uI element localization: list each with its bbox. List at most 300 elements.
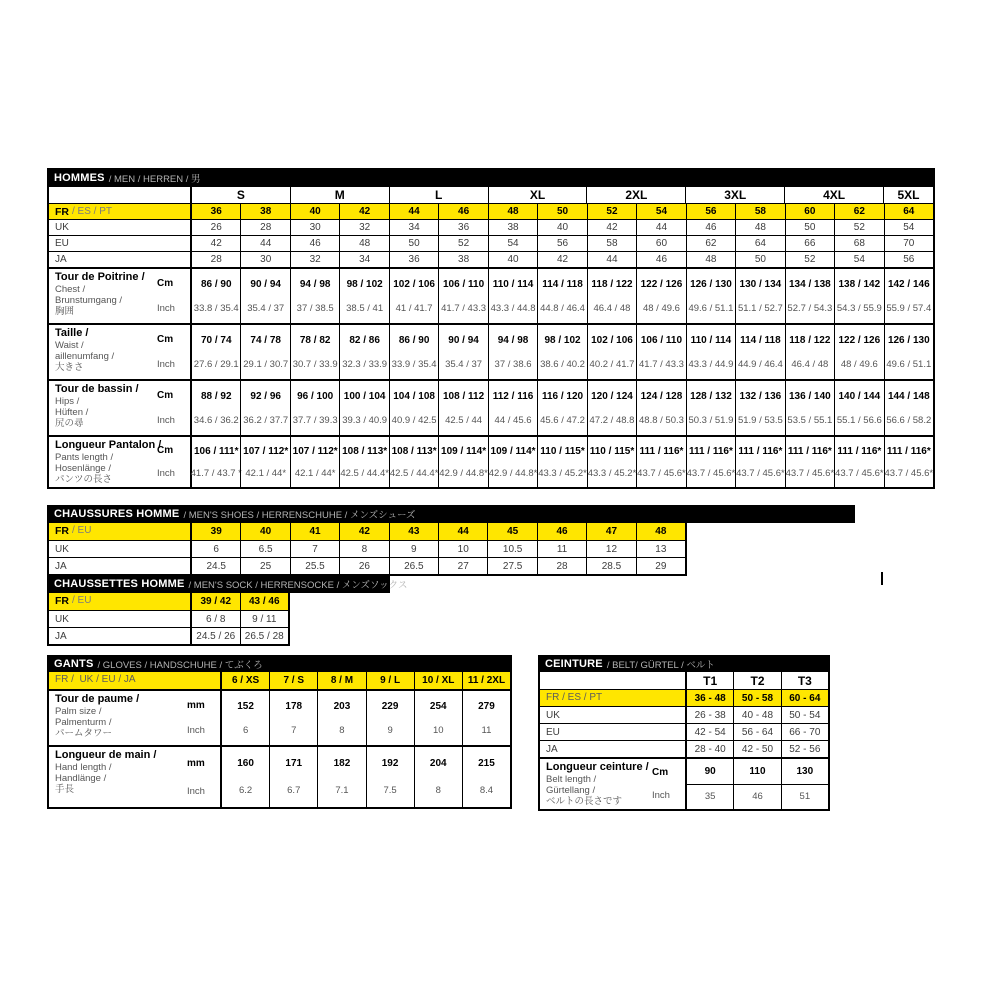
- belt-fr-es-pt-label: FR / ES / PT: [546, 692, 603, 703]
- table-cell: 114 / 118 44.8 / 46.4: [537, 269, 586, 323]
- table-cell: 26 - 38: [694, 709, 726, 721]
- table-cell: 11: [537, 541, 586, 557]
- hand-label-cell: [49, 747, 220, 807]
- table-cell: 27.5: [487, 558, 536, 574]
- table-cell: 111 / 116* 43.7 / 45.6*: [636, 437, 685, 487]
- table-cell: 134 / 138 52.7 / 54.3: [785, 269, 834, 323]
- table-cell: 124 / 128 48.8 / 50.3: [636, 381, 685, 435]
- palm-label-ja: パームタワー: [55, 728, 113, 740]
- table-cell: 110 / 115* 43.3 / 45.2*: [537, 437, 586, 487]
- table-cell: 41: [290, 523, 339, 540]
- socks-fr-label: FR: [55, 595, 69, 607]
- hand-units: [187, 749, 217, 805]
- chest-label-text: [55, 271, 157, 321]
- socks-fr-cells: [190, 593, 288, 610]
- waist-measure-row: [49, 323, 933, 379]
- belt-ja-label: JA: [546, 743, 558, 755]
- table-cell: 118 / 122 46.4 / 48: [785, 325, 834, 379]
- pants-units: [157, 439, 187, 485]
- table-cell: 96 / 100 37.7 / 39.3: [290, 381, 339, 435]
- table-cell: 110 / 114 43.3 / 44.8: [488, 269, 537, 323]
- waist-units: [157, 327, 187, 377]
- hips-units: [157, 383, 187, 433]
- waist-label-text: [55, 327, 157, 377]
- uk-label: UK: [55, 222, 69, 233]
- table-cell: 38: [438, 252, 487, 267]
- table-cell: 111 / 116* 43.7 / 45.6*: [686, 437, 735, 487]
- table-cell: 54: [488, 236, 537, 251]
- table-cell: 192 7.5: [366, 747, 414, 807]
- hips-unit-inch: Inch: [157, 415, 175, 426]
- table-cell: 28 - 40: [694, 743, 726, 755]
- table-cell: 29: [636, 558, 685, 574]
- gloves-size-row: [49, 672, 510, 689]
- hand-label-ja: 手長: [55, 784, 75, 796]
- table-cell: 279 11: [462, 691, 510, 745]
- hand-label-en: Hand length /: [55, 761, 112, 773]
- table-cell: 52: [785, 252, 834, 267]
- pants-label-en: Pants length /: [55, 451, 114, 463]
- table-cell: 56: [686, 204, 735, 219]
- palm-label-en: Palm size /: [55, 705, 102, 717]
- table-cell: 7: [290, 541, 339, 557]
- belt-table-header: [538, 655, 830, 672]
- shoes-ja-label: JA: [55, 560, 67, 572]
- shoes-uk-cells: [190, 541, 685, 557]
- pants-length-measure-row: [49, 435, 933, 487]
- table-cell: 108 / 113* 42.5 / 44.4*: [339, 437, 388, 487]
- uk-size-cells: [190, 220, 933, 235]
- belt-length-label-ja: ベルトの長さです: [546, 796, 623, 808]
- table-cell: 144 / 148 56.6 / 58.2: [884, 381, 933, 435]
- table-cell: L: [389, 187, 488, 203]
- table-cell: 13: [636, 541, 685, 557]
- table-cell: 110 / 115* 43.3 / 45.2*: [587, 437, 636, 487]
- table-cell: 70: [884, 236, 933, 251]
- table-cell: T3: [781, 672, 828, 689]
- table-cell: 152 6: [237, 700, 254, 736]
- table-cell: 108 / 113* 42.5 / 44.4*: [389, 437, 438, 487]
- belt-length-units: [652, 761, 682, 807]
- table-cell: 9 / L: [366, 672, 414, 689]
- socks-fr-eu-row: [49, 593, 288, 610]
- table-cell: 10: [438, 541, 487, 557]
- table-cell: 25: [240, 558, 289, 574]
- belt-length-values: [685, 759, 828, 809]
- table-cell: 112 / 116 44 / 45.6: [488, 381, 537, 435]
- table-cell: 74 / 78 29.1 / 30.7: [240, 325, 289, 379]
- ja-size-cells: [190, 252, 933, 267]
- pants-label-cell: [49, 437, 190, 487]
- table-cell: 42 - 50: [733, 741, 780, 757]
- table-cell: 64: [735, 236, 784, 251]
- socks-table-grid: [47, 593, 290, 646]
- uk-size-row: [49, 219, 933, 235]
- table-cell: 62: [686, 236, 735, 251]
- table-cell: 136 / 140 53.5 / 55.1: [785, 381, 834, 435]
- table-cell: 30: [240, 252, 289, 267]
- belt-length-label-text: [546, 761, 652, 807]
- socks-ja-row: [49, 627, 288, 644]
- gloves-table-title-translations: / GLOVES / HANDSCHUHE / てぶくろ: [97, 659, 263, 671]
- table-cell: 47: [586, 523, 635, 540]
- palm-unit-mm: mm: [187, 700, 205, 711]
- belt-length-row: [540, 757, 828, 809]
- table-cell: 122 / 126 48 / 49.6: [834, 325, 883, 379]
- belt-eu-cells: [685, 724, 828, 740]
- socks-fr-eu-label-cell: [49, 593, 190, 610]
- eu-size-row: [49, 235, 933, 251]
- mens-table-title: HOMMES: [54, 171, 105, 184]
- table-cell: 203 8: [317, 691, 365, 745]
- table-cell: 40 - 48: [733, 707, 780, 723]
- table-cell: 2XL: [586, 187, 685, 203]
- hand-label-de: Handlänge /: [55, 773, 107, 785]
- table-cell: 46: [733, 785, 780, 810]
- socks-ja-cells: [190, 628, 288, 644]
- fr-label: FR: [55, 206, 69, 218]
- belt-table-title: CEINTURE: [545, 657, 603, 670]
- table-cell: 64: [884, 204, 933, 219]
- table-cell: 128 / 132 50.3 / 51.9: [686, 381, 735, 435]
- table-cell: 110: [733, 759, 780, 784]
- table-cell: 107 / 112* 42.1 / 44*: [290, 437, 339, 487]
- table-cell: 66 - 70: [781, 724, 828, 740]
- table-cell: 56: [537, 236, 586, 251]
- table-cell: 40: [488, 252, 537, 267]
- shoes-fr-eu-row: [49, 523, 685, 540]
- table-cell: 26.5 / 28: [240, 628, 289, 644]
- belt-t-size-row: [540, 672, 828, 689]
- size-group-row: [49, 187, 933, 203]
- table-cell: T2: [733, 672, 780, 689]
- pants-label-fr: Longueur Pantalon /: [55, 439, 162, 451]
- table-cell: 98 / 102 38.5 / 41: [339, 269, 388, 323]
- belt-length-inch-cells: [687, 784, 828, 810]
- shoes-fr-cells: [190, 523, 685, 540]
- shoes-ja-row: [49, 557, 685, 574]
- table-cell: 38: [240, 204, 289, 219]
- table-cell: 40: [537, 220, 586, 235]
- table-cell: 12: [586, 541, 635, 557]
- table-cell: 34: [339, 252, 388, 267]
- table-cell: 102 / 106 41 / 41.7: [389, 269, 438, 323]
- table-cell: 44: [636, 220, 685, 235]
- table-cell: 7 / S: [269, 672, 317, 689]
- table-cell: 10 / XL: [414, 672, 462, 689]
- table-cell: 40: [290, 204, 339, 219]
- chest-label-ja: 胸囲: [55, 306, 75, 318]
- table-cell: 126 / 130 49.6 / 51.1: [884, 325, 933, 379]
- table-cell: 50: [785, 220, 834, 235]
- table-cell: 43: [389, 523, 438, 540]
- table-cell: 102 / 106 40.2 / 41.7: [587, 325, 636, 379]
- chest-measure-row: [49, 267, 933, 323]
- table-cell: 8: [339, 541, 388, 557]
- table-cell: 4XL: [784, 187, 883, 203]
- table-cell: 142 / 146 55.9 / 57.4: [884, 269, 933, 323]
- table-cell: 35: [704, 791, 716, 803]
- chest-label-cell: [49, 269, 190, 323]
- table-cell: 26: [210, 222, 222, 233]
- stray-tick-mark: [881, 572, 883, 585]
- eu-label: EU: [55, 238, 69, 249]
- table-cell: 90: [704, 765, 716, 777]
- table-cell: 26.5: [389, 558, 438, 574]
- table-cell: 46: [438, 204, 487, 219]
- table-cell: 36 - 48: [694, 692, 726, 704]
- table-cell: 46: [537, 523, 586, 540]
- table-cell: 58: [735, 204, 784, 219]
- shoes-table-title-translations: / MEN'S SHOES / HERRENSCHUHE / メンズシューズ: [183, 510, 416, 521]
- table-cell: 48: [636, 523, 685, 540]
- table-cell: XL: [488, 187, 587, 203]
- chest-units: [157, 271, 187, 321]
- palm-units: [187, 693, 217, 743]
- table-cell: 42: [339, 523, 388, 540]
- mens-table-grid: [47, 187, 935, 489]
- table-cell: 111 / 116* 43.7 / 45.6*: [834, 437, 883, 487]
- table-cell: 92 / 96 36.2 / 37.7: [240, 381, 289, 435]
- gloves-table-grid: [47, 672, 512, 809]
- shoes-fr-eu-label-cell: [49, 523, 190, 540]
- palm-label-de: Palmenturm /: [55, 717, 112, 729]
- table-cell: 48: [339, 236, 388, 251]
- belt-ja-row: [540, 740, 828, 757]
- palm-unit-inch: Inch: [187, 725, 205, 736]
- fr-es-pt-label-cell: [49, 204, 190, 219]
- ja-size-row: [49, 251, 933, 267]
- table-cell: 50 - 58: [733, 690, 780, 706]
- table-cell: 66: [785, 236, 834, 251]
- table-cell: 254 10: [414, 691, 462, 745]
- shoes-table-grid: [47, 523, 687, 576]
- table-cell: 6.5: [240, 541, 289, 557]
- table-cell: 86 / 90 33.8 / 35.4: [193, 278, 239, 314]
- chest-unit-cm: Cm: [157, 278, 174, 289]
- pants-value-cells: [190, 437, 933, 487]
- shoes-table-title: CHAUSSURES HOMME: [54, 508, 180, 520]
- table-cell: 106 / 110 41.7 / 43.3: [636, 325, 685, 379]
- shoes-uk-row: [49, 540, 685, 557]
- table-cell: 39: [210, 526, 222, 537]
- hips-label-fr: Tour de bassin /: [55, 383, 139, 395]
- table-cell: 204 8: [414, 747, 462, 807]
- table-cell: 44: [587, 252, 636, 267]
- belt-length-cm-cells: [687, 759, 828, 784]
- table-cell: M: [290, 187, 389, 203]
- table-cell: 9 / 11: [240, 611, 289, 627]
- table-cell: 51: [781, 785, 828, 810]
- table-cell: 116 / 120 45.6 / 47.2: [537, 381, 586, 435]
- table-cell: 126 / 130 49.6 / 51.1: [686, 269, 735, 323]
- table-cell: 52: [834, 220, 883, 235]
- waist-value-cells: [190, 325, 933, 379]
- table-cell: 28.5: [586, 558, 635, 574]
- table-cell: 50: [735, 252, 784, 267]
- table-cell: 130: [781, 759, 828, 784]
- table-cell: 52: [587, 204, 636, 219]
- shoes-uk-label: UK: [55, 543, 69, 555]
- hips-label-text: [55, 383, 157, 433]
- palm-label-cell: [49, 691, 220, 745]
- table-cell: 160 6.2: [237, 758, 254, 796]
- pants-label-text: [55, 439, 162, 486]
- belt-table-grid: [538, 672, 830, 811]
- table-cell: 40: [240, 523, 289, 540]
- belt-eu-label: EU: [546, 726, 560, 738]
- hand-label-fr: Longueur de main /: [55, 749, 157, 761]
- table-cell: 56: [884, 252, 933, 267]
- table-cell: 50: [537, 204, 586, 219]
- table-cell: 138 / 142 54.3 / 55.9: [834, 269, 883, 323]
- table-cell: 32: [290, 252, 339, 267]
- palm-label-fr: Tour de paume /: [55, 693, 140, 705]
- belt-size-table: [538, 655, 830, 811]
- hand-unit-mm: mm: [187, 757, 205, 769]
- table-cell: 140 / 144 55.1 / 56.6: [834, 381, 883, 435]
- table-cell: 108 / 112 42.5 / 44: [438, 381, 487, 435]
- table-cell: 44: [240, 236, 289, 251]
- table-cell: 42 - 54: [694, 726, 726, 738]
- table-cell: 94 / 98 37 / 38.6: [488, 325, 537, 379]
- gloves-table-header: [47, 655, 512, 672]
- table-cell: 111 / 116* 43.7 / 45.6*: [785, 437, 834, 487]
- table-cell: 111 / 116* 43.7 / 45.6*: [735, 437, 784, 487]
- fr-es-pt-size-row: [49, 203, 933, 219]
- es-pt-label: / ES / PT: [72, 206, 113, 217]
- waist-unit-cm: Cm: [157, 334, 174, 345]
- mens-socks-size-table: [47, 575, 408, 646]
- table-cell: 36: [438, 220, 487, 235]
- table-cell: 109 / 114* 42.9 / 44.8*: [488, 437, 537, 487]
- table-cell: 54: [884, 220, 933, 235]
- table-cell: 10.5: [487, 541, 536, 557]
- table-cell: 229 9: [366, 691, 414, 745]
- waist-unit-inch: Inch: [157, 359, 175, 370]
- belt-fr-cells: [685, 690, 828, 706]
- socks-table-title: CHAUSSETTES HOMME: [54, 578, 185, 590]
- table-cell: 88 / 92 34.6 / 36.2: [193, 390, 239, 426]
- belt-t-row-spacer: [540, 672, 685, 689]
- gloves-size-row-label-cell: [49, 672, 220, 689]
- table-cell: 58: [587, 236, 636, 251]
- hips-label-cell: [49, 381, 190, 435]
- shoes-table-header: [47, 505, 855, 523]
- table-cell: 182 7.1: [317, 747, 365, 807]
- table-cell: 110 / 114 43.3 / 44.9: [686, 325, 735, 379]
- table-cell: 60 - 64: [781, 690, 828, 706]
- socks-table-header: [47, 575, 408, 593]
- table-cell: 25.5: [290, 558, 339, 574]
- waist-label-fr: Taille /: [55, 327, 89, 339]
- gloves-size-table: [47, 655, 512, 809]
- pants-unit-inch: Inch: [157, 468, 175, 479]
- table-cell: 118 / 122 46.4 / 48: [587, 269, 636, 323]
- eu-size-cells: [190, 236, 933, 251]
- table-cell: 8 / M: [317, 672, 365, 689]
- table-cell: 109 / 114* 42.9 / 44.8*: [438, 437, 487, 487]
- table-cell: 62: [834, 204, 883, 219]
- hand-label-text: [55, 749, 187, 805]
- table-cell: 36: [389, 252, 438, 267]
- table-cell: 46: [636, 252, 685, 267]
- belt-ja-cells: [685, 741, 828, 757]
- socks-uk-label: UK: [55, 613, 69, 625]
- socks-table-title-translations: / MEN'S SOCK / HERRENSOCKE / メンズソックス: [188, 580, 408, 591]
- hips-value-cells: [190, 381, 933, 435]
- table-cell: 106 / 110 41.7 / 43.3: [438, 269, 487, 323]
- table-cell: 42: [537, 252, 586, 267]
- table-cell: 90 / 94 35.4 / 37: [240, 269, 289, 323]
- mens-clothing-size-table: [47, 168, 935, 489]
- table-cell: 45: [487, 523, 536, 540]
- pants-label-de: Hosenlänge /: [55, 463, 111, 475]
- table-cell: 78 / 82 30.7 / 33.9: [290, 325, 339, 379]
- table-cell: 122 / 126 48 / 49.6: [636, 269, 685, 323]
- table-cell: 43 / 46: [240, 593, 289, 610]
- gloves-fr-uk-eu-ja-label: FR / UK / EU / JA: [55, 674, 136, 685]
- table-cell: 6 / XS: [231, 675, 260, 686]
- table-cell: S: [236, 188, 245, 202]
- belt-length-unit-inch: Inch: [652, 790, 670, 801]
- table-cell: 46: [686, 220, 735, 235]
- table-cell: 114 / 118 44.9 / 46.4: [735, 325, 784, 379]
- waist-label-cell: [49, 325, 190, 379]
- hand-length-row: [49, 745, 510, 807]
- pants-label-ja: パンツの長さ: [55, 474, 113, 486]
- table-cell: 27: [438, 558, 487, 574]
- table-cell: 24.5: [206, 560, 226, 572]
- table-cell: 28: [240, 220, 289, 235]
- table-cell: 50 - 54: [781, 707, 828, 723]
- gloves-size-cells: [220, 672, 510, 689]
- socks-uk-cells: [190, 611, 288, 627]
- table-cell: 48: [686, 252, 735, 267]
- palm-size-row: [49, 689, 510, 745]
- table-cell: 68: [834, 236, 883, 251]
- belt-uk-label: UK: [546, 709, 560, 721]
- table-cell: 56 - 64: [733, 724, 780, 740]
- socks-eu-label: / EU: [72, 595, 92, 606]
- table-cell: 39 / 42: [200, 596, 232, 607]
- table-cell: 30: [290, 220, 339, 235]
- waist-label-en: Waist /: [55, 339, 84, 351]
- socks-ja-label: JA: [55, 630, 67, 642]
- shoes-fr-label: FR: [55, 525, 69, 537]
- belt-t-cells: [685, 672, 828, 689]
- hand-unit-inch: Inch: [187, 785, 205, 797]
- belt-uk-cells: [685, 707, 828, 723]
- table-cell: 6 / 8: [206, 613, 226, 625]
- belt-eu-row: [540, 723, 828, 740]
- chest-value-cells: [190, 269, 933, 323]
- palm-label-text: [55, 693, 187, 743]
- waist-label-ja: 大きさ: [55, 362, 84, 374]
- size-group-row-spacer: [49, 187, 190, 203]
- socks-uk-row: [49, 610, 288, 627]
- table-cell: 34: [389, 220, 438, 235]
- palm-value-cells: [220, 691, 510, 745]
- belt-length-unit-cm: Cm: [652, 767, 669, 778]
- chest-label-fr: Tour de Poitrine /: [55, 271, 145, 283]
- gloves-table-title: GANTS: [54, 657, 94, 670]
- table-cell: 42: [587, 220, 636, 235]
- belt-fr-es-pt-row: [540, 689, 828, 706]
- table-cell: 3XL: [685, 187, 784, 203]
- table-cell: 107 / 112* 42.1 / 44*: [240, 437, 289, 487]
- table-cell: 132 / 136 51.9 / 53.5: [735, 381, 784, 435]
